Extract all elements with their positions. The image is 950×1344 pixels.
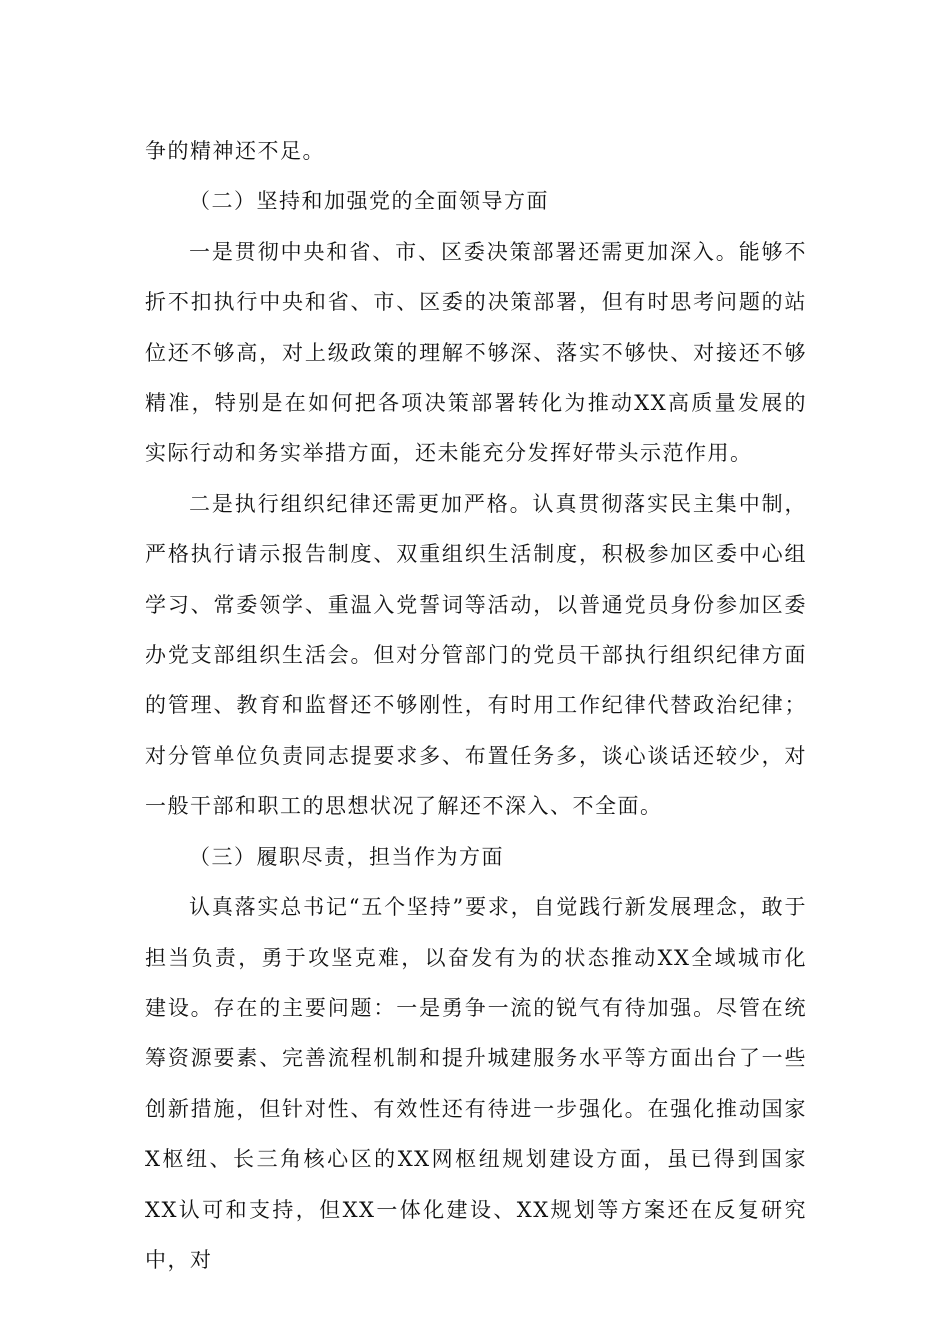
- paragraph-responsibility: 认真落实总书记“五个坚持”要求，自觉践行新发展理念，敢于担当负责，勇于攻坚克难，以奋发有为的状态推动XX全域城市化建设。存在的主要问题：一是勇争一流的锐气有待加强。尽管在统筹资源要素、完善流程机制和提升城建服务水平等方面出台了一些创新措施，但针对性、有效性还有待进一步强化。在强化推动国家X枢纽、长三角核心区的XX网枢纽规划建设方面，虽已得到国家XX认可和支持，但XX一体化建设、XX规划等方案还在反复研究中，对: [145, 895, 807, 1272]
- paragraph-continuation: 争的精神还不足。: [145, 139, 325, 163]
- paragraph-decision-deployment: 一是贯彻中央和省、市、区委决策部署还需更加深入。能够不折不扣执行中央和省、市、区委的决策部署，但有时思考问题的站位还不够高，对上级政策的理解不够深、落实不够快、对接还不够精准，特别是在如何把各项决策部署转化为推动XX高质量发展的实际行动和务实举措方面，还未能充分发挥好带头示范作用。: [145, 239, 807, 466]
- paragraph-organizational-discipline: 二是执行组织纪律还需更加严格。认真贯彻落实民主集中制，严格执行请示报告制度、双重组织生活制度，积极参加区委中心组学习、常委领学、重温入党誓词等活动，以普通党员身份参加区委办党支部组织生活会。但对分管部门的党员干部执行组织纪律方面的管理、教育和监督还不够刚性，有时用工作纪律代替政治纪律；对分管单位负责同志提要求多、布置任务多，谈心谈话还较少，对一般干部和职工的思想状况了解还不深入、不全面。: [145, 491, 807, 819]
- section-heading-2: （二）坚持和加强党的全面领导方面: [189, 189, 549, 214]
- section-heading-3: （三）履职尽责，担当作为方面: [189, 844, 504, 869]
- document-body: [145, 126, 807, 1285]
